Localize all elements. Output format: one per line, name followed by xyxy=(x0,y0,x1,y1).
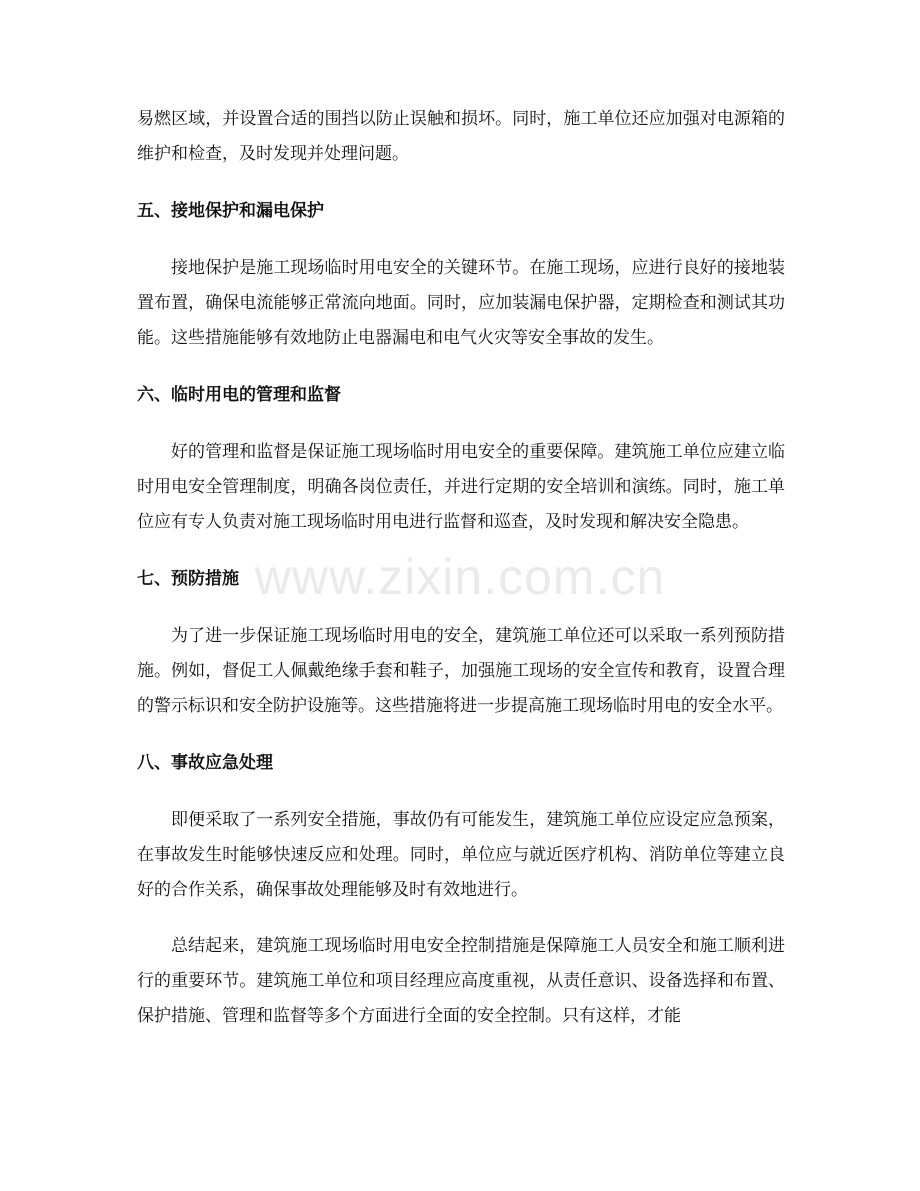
section-8-paragraph: 即便采取了一系列安全措施，事故仍有可能发生，建筑施工单位应设定应急预案，在事故发生时能够快速反应和处理。同时，单位应与就近医疗机构、消防单位等建立良好的合作关系，确保事故处理能够及时有效地进行。 xyxy=(137,810,785,900)
watermark-text: www.zixin.com.cn xyxy=(254,549,666,605)
section-heading-5: 五、接地保护和漏电保护 xyxy=(137,201,324,221)
summary-paragraph: 总结起来，建筑施工现场临时用电安全控制措施是保障施工人员安全和施工顺利进行的重要环节。建筑施工单位和项目经理应高度重视，从责任意识、设备选择和布置、保护措施、管理和监督等多个方面进行全面的安全控制。只有这样，才能 xyxy=(137,936,785,1026)
intro-paragraph: 易燃区域，并设置合适的围挡以防止误触和损坏。同时，施工单位还应加强对电源箱的维护和检查，及时发现并处理问题。 xyxy=(137,109,785,164)
section-7-paragraph: 为了进一步保证施工现场临时用电的安全，建筑施工单位还可以采取一系列预防措施。例如，督促工人佩戴绝缘手套和鞋子，加强施工现场的安全宣传和教育，设置合理的警示标识和安全防护设施等。这些措施将进一步提高施工现场临时用电的安全水平。 xyxy=(137,626,785,716)
section-heading-7: 七、预防措施 xyxy=(137,569,239,589)
document-body xyxy=(137,102,785,1034)
section-5-paragraph: 接地保护是施工现场临时用电安全的关键环节。在施工现场，应进行良好的接地装置布置，确保电流能够正常流向地面。同时，应加装漏电保护器，定期检查和测试其功能。这些措施能够有效地防止电器漏电和电气火灾等安全事故的发生。 xyxy=(137,258,785,348)
section-heading-6: 六、临时用电的管理和监督 xyxy=(137,385,341,405)
section-heading-8: 八、事故应急处理 xyxy=(137,753,273,773)
section-6-paragraph: 好的管理和监督是保证施工现场临时用电安全的重要保障。建筑施工单位应建立临时用电安全管理制度，明确各岗位责任，并进行定期的安全培训和演练。同时，施工单位应有专人负责对施工现场临时用电进行监督和巡查，及时发现和解决安全隐患。 xyxy=(137,442,785,532)
